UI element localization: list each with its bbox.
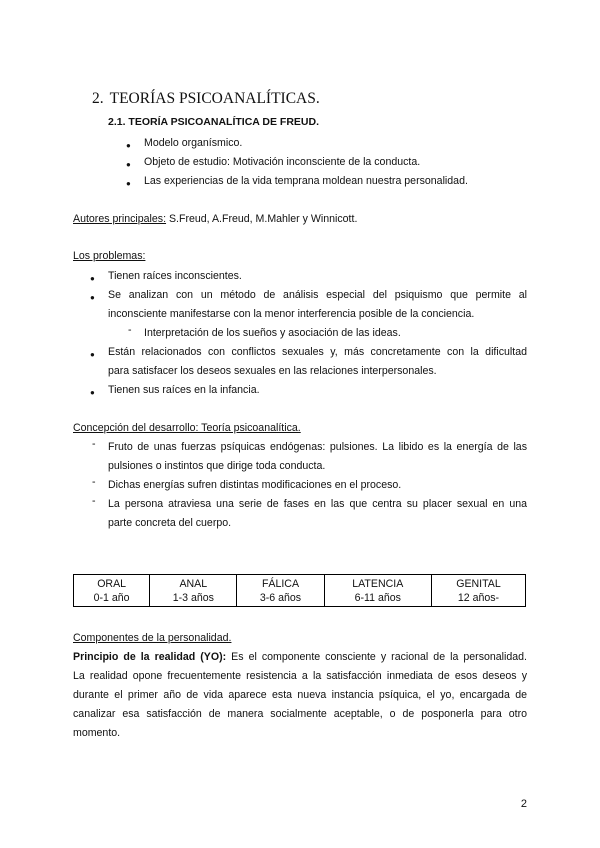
list-item: Fruto de unas fuerzas psíquicas endógenas: pulsiones. La libido es la energía de las xyxy=(108,441,527,453)
section-heading xyxy=(92,90,320,108)
list-item-continuation: inconsciente manifestarse con la menor interferencia posible de la conciencia. xyxy=(108,308,475,320)
authors-line xyxy=(73,210,357,229)
list-item-continuation: pulsiones o instintos que dirige toda conducta. xyxy=(108,460,326,472)
bullet-icon: ● xyxy=(90,274,95,283)
table-cell: GENITAL 12 años- xyxy=(431,575,525,607)
list-item: La persona atraviesa una serie de fases en las que centra su placer sexual en una xyxy=(108,498,527,510)
table-cell: ORAL 0-1 año xyxy=(74,575,150,607)
development-heading: Concepción del desarrollo: Teoría psicoanalítica. xyxy=(73,422,301,434)
section-title: TEORÍAS PSICOANALÍTICAS. xyxy=(109,90,320,107)
table-row xyxy=(74,575,526,607)
authors-text: S.Freud, A.Freud, M.Mahler y Winnicott. xyxy=(166,213,358,225)
bullet-icon: ● xyxy=(126,141,131,150)
list-item-continuation: parte concreta del cuerpo. xyxy=(108,517,232,529)
paragraph-line: durante el primer año de vida aparece esta nueva instancia psíquica, el yo, encargada de xyxy=(73,689,527,701)
paragraph-line: La realidad opone frecuentemente resistencia a la satisfacción inmediata de esos deseos y xyxy=(73,670,527,682)
paragraph-line: momento. xyxy=(73,727,121,739)
dash-marker: - xyxy=(92,495,96,507)
table-cell: ANAL 1-3 años xyxy=(150,575,237,607)
problems-heading: Los problemas: xyxy=(73,250,146,262)
page-number: 2 xyxy=(520,798,527,810)
list-item-continuation: para satisfacer los deseos sexuales en las relaciones interpersonales. xyxy=(108,365,437,377)
principle-label: Principio de la realidad (YO): xyxy=(73,651,227,663)
list-item: Dichas energías sufren distintas modificaciones en el proceso. xyxy=(108,479,402,491)
phases-table xyxy=(73,574,526,607)
dash-marker: - xyxy=(92,476,96,488)
components-heading: Componentes de la personalidad. xyxy=(73,632,232,644)
list-item: Objeto de estudio: Motivación inconsciente de la conducta. xyxy=(144,156,421,168)
bullet-icon: ● xyxy=(90,388,95,397)
bullet-icon: ● xyxy=(126,179,131,188)
subsection-heading: 2.1. TEORÍA PSICOANALÍTICA DE FREUD. xyxy=(108,116,319,128)
list-item: Se analizan con un método de análisis especial del psiquismo que permite al xyxy=(108,289,527,301)
section-number: 2. xyxy=(92,90,104,107)
table-cell: FÁLICA 3-6 años xyxy=(237,575,324,607)
sub-list-item: Interpretación de los sueños y asociación de las ideas. xyxy=(144,327,401,339)
dash-marker: - xyxy=(128,324,132,336)
bullet-icon: ● xyxy=(90,293,95,302)
list-item: Las experiencias de la vida temprana moldean nuestra personalidad. xyxy=(144,175,468,187)
table-cell: LATENCIA 6-11 años xyxy=(324,575,431,607)
paragraph-line: Principio de la realidad (YO): Es el componente consciente y racional de la personalidad. xyxy=(73,651,527,663)
list-item: Están relacionados con conflictos sexuales y, más concretamente con la dificultad xyxy=(108,346,527,358)
list-item: Tienen sus raíces en la infancia. xyxy=(108,384,260,396)
list-item: Modelo organísmico. xyxy=(144,137,243,149)
bullet-icon: ● xyxy=(90,350,95,359)
bullet-icon: ● xyxy=(126,160,131,169)
list-item: Tienen raíces inconscientes. xyxy=(108,270,242,282)
authors-label: Autores principales: xyxy=(73,213,167,225)
paragraph-line: canalizar esa satisfacción de manera socialmente aceptable, o de posponerla para otro xyxy=(73,708,527,720)
dash-marker: - xyxy=(92,438,96,450)
